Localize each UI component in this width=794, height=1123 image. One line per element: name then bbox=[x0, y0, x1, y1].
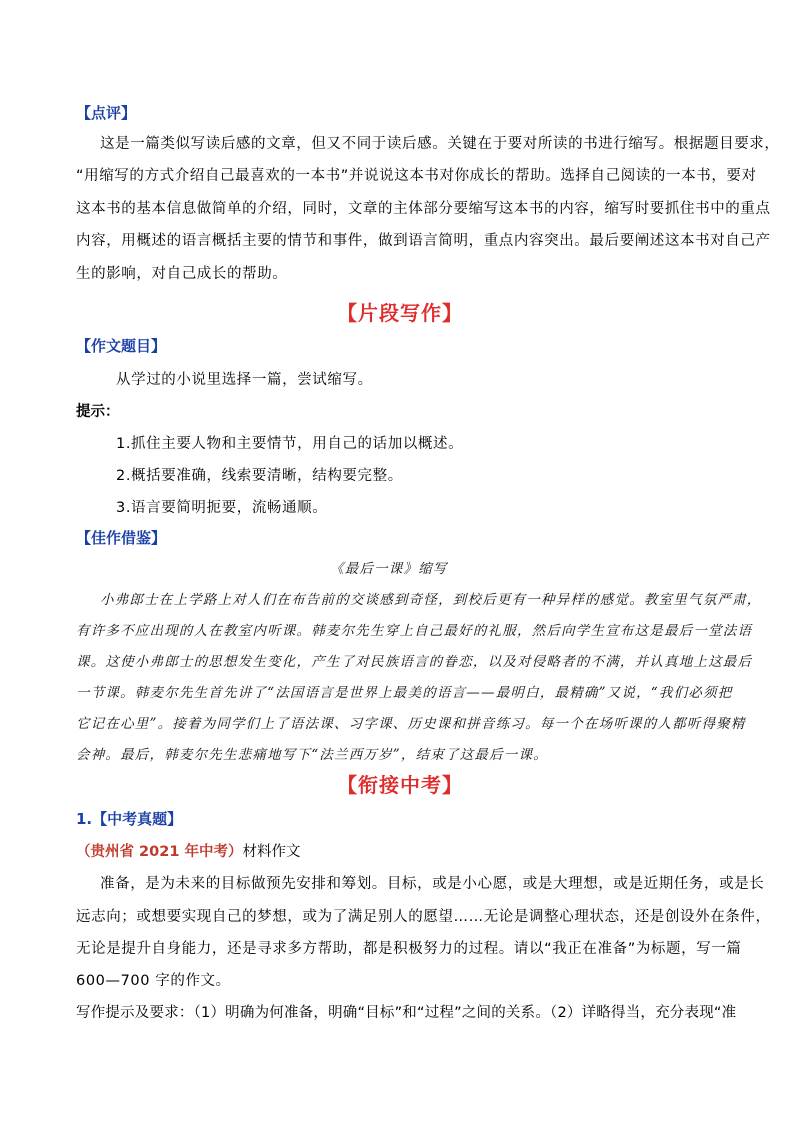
sample-line-2: 有许多不应出现的人在教室内听课。韩麦尔先生穿上自己最好的礼服，然后向学生宣布这是最后一堂法语 bbox=[76, 623, 753, 639]
topic-heading: 【作文题目】 bbox=[76, 337, 167, 355]
review-line-4: 内容，用概述的语言概括主要的情节和事件，做到语言简明，重点内容突出。最后要阐述这本书对自己产 bbox=[76, 233, 771, 249]
sample-line-6: 会神。最后，韩麦尔先生悲痛地写下“法兰西万岁”，结束了这最后一课。 bbox=[76, 747, 548, 763]
topic-text: 从学过的小说里选择一篇，尝试缩写。 bbox=[116, 372, 373, 388]
sample-line-1: 小弗郎士在上学路上对人们在布告前的交谈感到奇怪，到校后更有一种异样的感觉。教室里气氛严肃， bbox=[100, 592, 762, 608]
exam-source-row bbox=[76, 840, 300, 861]
review-heading: 【点评】 bbox=[76, 104, 137, 122]
hint-item-3: 3.语言要简明扼要，流畅通顺。 bbox=[116, 500, 328, 516]
hint-item-1: 1.抓住主要人物和主要情节，用自己的话加以概述。 bbox=[116, 436, 464, 452]
exam-requirements: 写作提示及要求：（1）明确为何准备，明确“目标”和“过程”之间的关系。（2）详略得当，充分表现“准 bbox=[76, 1005, 737, 1021]
exam-heading-row bbox=[76, 808, 182, 829]
review-line-1: 这是一篇类似写读后感的文章，但又不同于读后感。关键在于要对所读的书进行缩写。根据题目要求， bbox=[100, 136, 780, 152]
sample-line-5: 它记在心里”。接着为同学们上了语法课、习字课、历史课和拼音练习。每一个在场听课的人都听得聚精 bbox=[76, 716, 746, 732]
sample-line-4: 一节课。韩麦尔先生首先讲了“法国语言是世界上最美的语言——最明白，最精确”又说，“我们必须把 bbox=[76, 685, 733, 701]
exam-line-1: 准备，是为未来的目标做预先安排和筹划。目标，或是小心愿，或是大理想，或是近期任务，或是长 bbox=[100, 876, 765, 892]
hints-label: 提示： bbox=[76, 404, 120, 420]
sample-line-3: 课。这使小弗郎士的思想发生变化，产生了对民族语言的眷恋，以及对侵略者的不满，并认真地上这最后 bbox=[76, 654, 753, 670]
exam-line-3: 无论是提升自身能力，还是寻求多方帮助，都是积极努力的过程。请以“我正在准备”为标题，写一篇 bbox=[76, 941, 742, 957]
hint-item-2: 2.概括要准确，线索要清晰，结构要完整。 bbox=[116, 468, 403, 484]
sample-title: 《最后一课》缩写 bbox=[330, 561, 448, 577]
review-line-3: 这本书的基本信息做简单的介绍，同时，文章的主体部分要缩写这本书的内容，缩写时要抓住书中的重点 bbox=[76, 201, 771, 217]
review-line-2: “用缩写的方式介绍自己最喜欢的一本书”并说说这本书对你成长的帮助。选择自己阅读的一本书，要对 bbox=[76, 168, 757, 184]
review-line-5: 生的影响，对自己成长的帮助。 bbox=[76, 266, 288, 282]
sample-heading: 【佳作借鉴】 bbox=[76, 529, 167, 547]
section-title-fragment-writing: 【片段写作】 bbox=[337, 301, 463, 325]
exam-heading: 【中考真题】 bbox=[92, 810, 183, 828]
exam-source: （贵州省 2021 年中考） bbox=[76, 844, 243, 860]
exam-number: 1. bbox=[76, 810, 93, 828]
exam-type: 材料作文 bbox=[242, 844, 301, 860]
exam-line-2: 远志向；或想要实现自己的梦想，或为了满足别人的愿望……无论是调整心理状态，还是创设外在条件， bbox=[76, 909, 771, 925]
exam-line-4: 600—700 字的作文。 bbox=[76, 973, 231, 989]
section-title-exam-link: 【衔接中考】 bbox=[337, 773, 463, 797]
